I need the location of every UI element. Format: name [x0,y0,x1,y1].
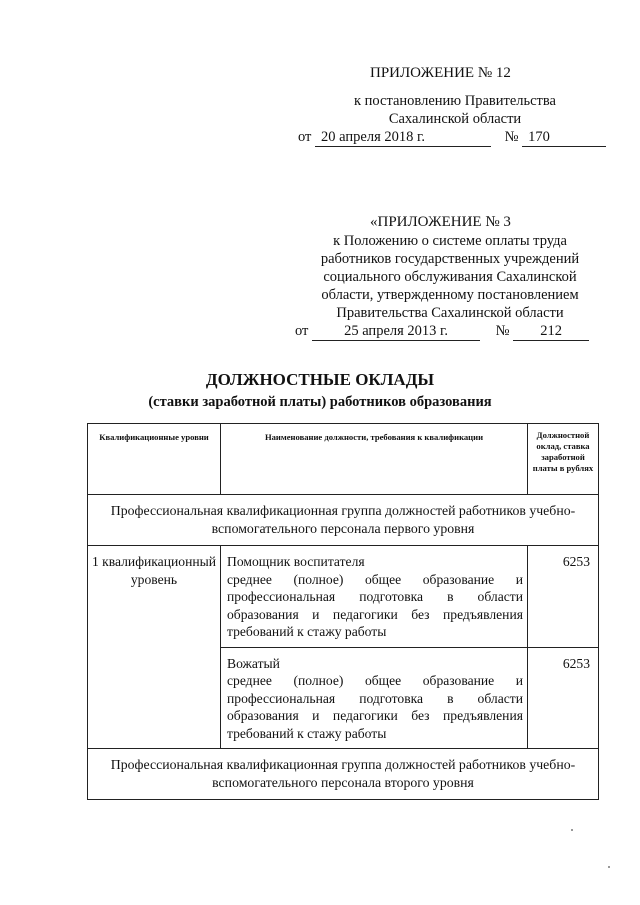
salary-table [87,423,599,800]
scan-speck [608,866,610,868]
header-salary: Должностной оклад, ставка заработной платы в рублях [528,424,599,495]
position-requirements: среднее (полное) общее образование и профессиональная подготовка в области образования и педагогики без предъявления требований к стажу работы [227,673,523,741]
position-title: Вожатый [227,655,280,671]
header-position-name: Наименование должности, требования к квалификации [221,424,528,495]
qualification-level: 1 квалификационный уровень [88,546,221,749]
appendix3-line: Правительства Сахалинской области [336,305,564,321]
appendix12-line2: Сахалинской области [388,111,522,127]
group-2-title: Профессиональная квалификационная группа должностей работников учебно-вспомогательного персонала второго уровня [88,749,599,800]
position-cell [221,647,528,749]
appendix3-title: «ПРИЛОЖЕНИЕ № 3 [370,214,511,230]
appendix12-title: ПРИЛОЖЕНИЕ № 12 [370,65,511,81]
appendix3-line: работников государственных учреждений [320,251,580,267]
appendix12-number: 170 [522,128,606,147]
appendix12-date-line [298,128,606,147]
salary-value: 6253 [528,546,599,648]
appendix3-number: 212 [513,322,589,341]
position-cell [221,546,528,648]
from-label: от [295,323,309,339]
number-label: № [504,129,519,145]
appendix3-line: социального обслуживания Сахалинской [323,269,577,285]
appendix3-line: к Положению о системе оплаты труда [333,233,567,249]
header-qualification-levels: Квалификационные уровни [88,424,221,495]
appendix3-date: 25 апреля 2013 г. [312,322,480,341]
salary-value: 6253 [528,647,599,749]
group-1-title: Профессиональная квалификационная группа должностей работников учебно-вспомогательного персонала первого уровня [88,495,599,546]
appendix12-date: 20 апреля 2018 г. [315,128,491,147]
group-row [88,495,599,546]
table-header-row [88,424,599,495]
appendix12-line1: к постановлению Правительства [354,93,556,109]
table-row [88,546,599,648]
document-title: ДОЛЖНОСТНЫЕ ОКЛАДЫ [205,370,435,389]
appendix3-date-line [295,322,589,341]
number-label: № [495,323,510,339]
appendix3-line: области, утвержденному постановлением [321,287,579,303]
scan-speck [571,829,573,831]
document-subtitle: (ставки заработной платы) работников образования [148,394,492,410]
from-label: от [298,129,312,145]
group-row [88,749,599,800]
position-requirements: среднее (полное) общее образование и профессиональная подготовка в области образования и педагогики без предъявления требований к стажу работы [227,571,523,639]
position-title: Помощник воспитателя [227,554,365,569]
